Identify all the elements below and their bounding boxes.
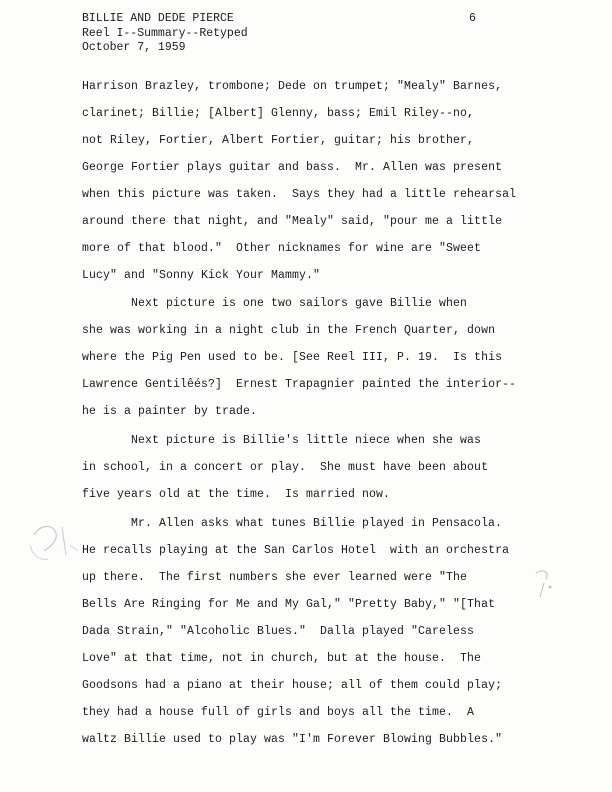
text-line: Mr. Allen asks what tunes Billie played in Pensacola.: [131, 517, 503, 530]
text-line: not Riley, Fortier, Albert Fortier, guitar; his brother,: [82, 134, 475, 147]
text-line: they had a house full of girls and boys all the time. A: [82, 706, 475, 719]
text-line: waltz Billie used to play was "I'm Forever Blowing Bubbles.": [82, 733, 503, 746]
text-line: more of that blood." Other nicknames for wine are "Sweet: [82, 242, 482, 255]
text-line: he is a painter by trade.: [82, 405, 258, 418]
text-line: five years old at the time. Is married now.: [82, 488, 391, 501]
page-number: 6: [469, 12, 476, 25]
text-line: Bells Are Ringing for Me and My Gal," "Pretty Baby," "[That: [82, 598, 496, 611]
text-line: Lucy" and "Sonny Kick Your Mammy.": [82, 269, 321, 282]
margin-handwriting-mark: [530, 565, 560, 605]
reel-label: Reel I--Summary--Retyped: [82, 26, 248, 40]
margin-handwriting-mark: [22, 515, 82, 570]
document-date: October 7, 1959: [82, 41, 186, 54]
page-header: [82, 12, 248, 56]
text-line: around there that night, and "Mealy" said, "pour me a little: [82, 215, 503, 228]
text-line: Next picture is one two sailors gave Billie when: [131, 297, 468, 310]
text-line: He recalls playing at the San Carlos Hotel with an orchestra: [82, 544, 510, 557]
text-line: when this picture was taken. Says they had a little rehearsal: [82, 188, 517, 201]
text-line: clarinet; Billie; [Albert] Glenny, bass; Emil Riley--no,: [82, 107, 475, 120]
text-line: she was working in a night club in the French Quarter, down: [82, 324, 496, 337]
text-line: Lawrence Gentilêés?] Ernest Trapagnier painted the interior--: [82, 378, 517, 391]
text-line: George Fortier plays guitar and bass. Mr. Allen was present: [82, 161, 503, 174]
text-line: Dada Strain," "Alcoholic Blues." Dalla played "Careless: [82, 625, 475, 638]
text-line: Harrison Brazley, trombone; Dede on trumpet; "Mealy" Barnes,: [82, 80, 503, 93]
document-title: BILLIE AND DEDE PIERCE: [82, 12, 234, 25]
text-line: up there. The first numbers she ever learned were "The: [82, 571, 468, 584]
text-line: where the Pig Pen used to be. [See Reel III, P. 19. Is this: [82, 351, 503, 364]
text-line: Love" at that time, not in church, but at the house. The: [82, 652, 482, 665]
text-line: in school, in a concert or play. She must have been about: [82, 461, 489, 474]
text-line: Next picture is Billie's little niece when she was: [131, 434, 482, 447]
text-line: Goodsons had a piano at their house; all of them could play;: [82, 679, 503, 692]
